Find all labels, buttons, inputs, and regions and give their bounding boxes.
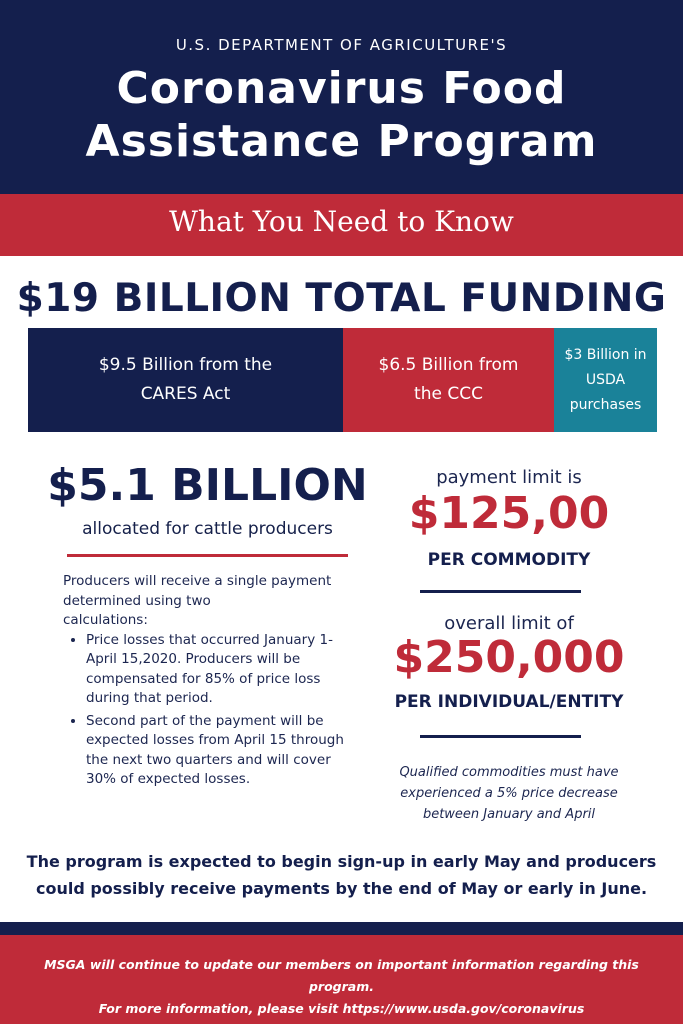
page-subtitle: What You Need to Know (169, 205, 514, 238)
total-funding-heading: $19 BILLION TOTAL FUNDING (16, 276, 667, 321)
segment-cares-line-1: $9.5 Billion from the (98, 355, 273, 375)
overall-limit-unit: PER INDIVIDUAL/ENTITY (394, 692, 624, 712)
signup-line-2: could possibly receive payments by the end of May or early in June. (35, 879, 648, 898)
title-line-1: Coronavirus Food (116, 63, 567, 114)
limits-divider-1 (420, 590, 581, 593)
note-line-3: between January and April (422, 807, 596, 822)
cattle-intro-line-2: determined using two (63, 592, 211, 609)
cattle-bullet-list (63, 631, 363, 790)
cattle-intro-line-3: calculations: (63, 612, 148, 628)
payment-limit-unit: PER COMMODITY (427, 550, 591, 570)
segment-ccc-line-1: $6.5 Billion from (378, 355, 519, 375)
list-item: • Second part of the payment will be expected losses from April 15 through the next two quarters and will cover 30% of expected losses. (86, 712, 363, 790)
segment-usda-line-1: $3 Billion in (564, 346, 647, 363)
page-title (0, 62, 683, 168)
limits-divider-2 (420, 735, 581, 738)
segment-ccc-line-2: the CCC (414, 384, 483, 404)
note-line-1: Qualified commodities must have (399, 765, 619, 780)
cattle-intro-line-1: Producers will receive a single payment (63, 573, 332, 589)
footer-line-2: For more information, please visit https://www.usda.gov/coronavirus (98, 1001, 585, 1016)
footer-stripe (0, 922, 683, 935)
overall-limit-amount: $250,000 (393, 632, 625, 683)
signup-line-1: The program is expected to begin sign-up in early May and producers (26, 852, 657, 871)
signup-statement (20, 848, 663, 902)
list-item: • Price losses that occurred January 1-April 15,2020. Producers will be compensated for 85% of price loss during that period. (86, 631, 363, 709)
funding-segment-usda (554, 328, 657, 432)
overall-limit-label: overall limit of (444, 613, 574, 634)
department-label: U.S. DEPARTMENT OF AGRICULTURE'S (175, 36, 508, 54)
title-line-2: Assistance Program (85, 116, 598, 167)
segment-usda-line-3: purchases (569, 396, 642, 413)
note-line-2: experienced a 5% price decrease (400, 786, 618, 801)
payment-limit-amount: $125,00 (408, 488, 610, 539)
funding-segment-cares (28, 328, 343, 432)
footer-text (10, 954, 673, 1020)
segment-usda-line-2: USDA (585, 371, 626, 388)
cattle-amount: $5.1 BILLION (47, 460, 368, 511)
qualified-note (384, 762, 634, 825)
footer-line-1: MSGA will continue to update our members on important information regarding this program. (44, 957, 639, 994)
cattle-details (63, 572, 363, 793)
payment-limit-label: payment limit is (436, 467, 582, 488)
cattle-subtitle: allocated for cattle producers (82, 519, 333, 539)
cattle-divider (67, 554, 348, 557)
funding-segment-ccc (343, 328, 554, 432)
segment-cares-line-2: CARES Act (140, 384, 231, 404)
